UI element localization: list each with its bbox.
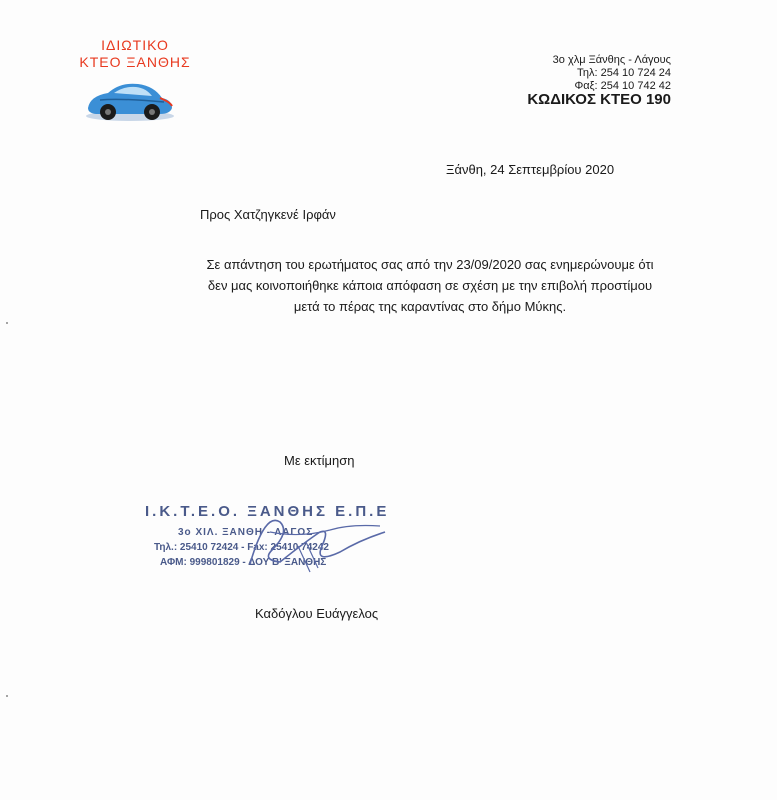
scan-speck [6,695,8,697]
car-icon [80,78,178,122]
company-stamp [140,500,400,580]
phone: Τηλ: 254 10 724 24 [577,67,671,79]
address: 3ο χλμ Ξάνθης - Λάγους [552,54,671,66]
logo-title-line1: ΙΔΙΩΤΙΚΟ [101,37,169,53]
letter-date: Ξάνθη, 24 Σεπτεμβρίου 2020 [446,162,615,177]
body-paragraph: Σε απάντηση του ερωτήματος σας από την 23/09/2020 σας ενημερώνουμε ότι δεν μας κοινοποιήθηκε κάποια απόφαση σε σχέση με την επιβολή προστίμου μετά το πέρας της καραντίνας στο δήμο Μύκης. [206,257,654,314]
stamp-tax-id: ΑΦΜ: 999801829 - ΔΟΥ Β' ΞΑΝΘΗΣ [160,557,327,568]
closing: Με εκτίμηση [284,453,355,468]
kteo-code: ΚΩΔΙΚΟΣ ΚΤΕΟ 190 [527,91,671,108]
recipient: Προς Χατζηγκενέ Ιρφάν [200,207,336,222]
signer-name: Καδόγλου Ευάγγελος [255,606,379,621]
fax: Φαξ: 254 10 742 42 [574,80,671,92]
stamp-contact: Τηλ.: 25410 72424 - Fax: 25410 74242 [154,542,329,553]
stamp-company-name: Ι.Κ.Τ.Ε.Ο. ΞΑΝΘΗΣ Ε.Π.Ε [145,503,390,520]
logo-title-line2: ΚΤΕΟ ΞΑΝΘΗΣ [79,54,191,70]
scan-speck [6,322,8,324]
stamp-address: 3ο ΧΙΛ. ΞΑΝΘΗ - ΛΑΓΟΣ [178,527,314,538]
handwritten-signature [210,502,410,580]
